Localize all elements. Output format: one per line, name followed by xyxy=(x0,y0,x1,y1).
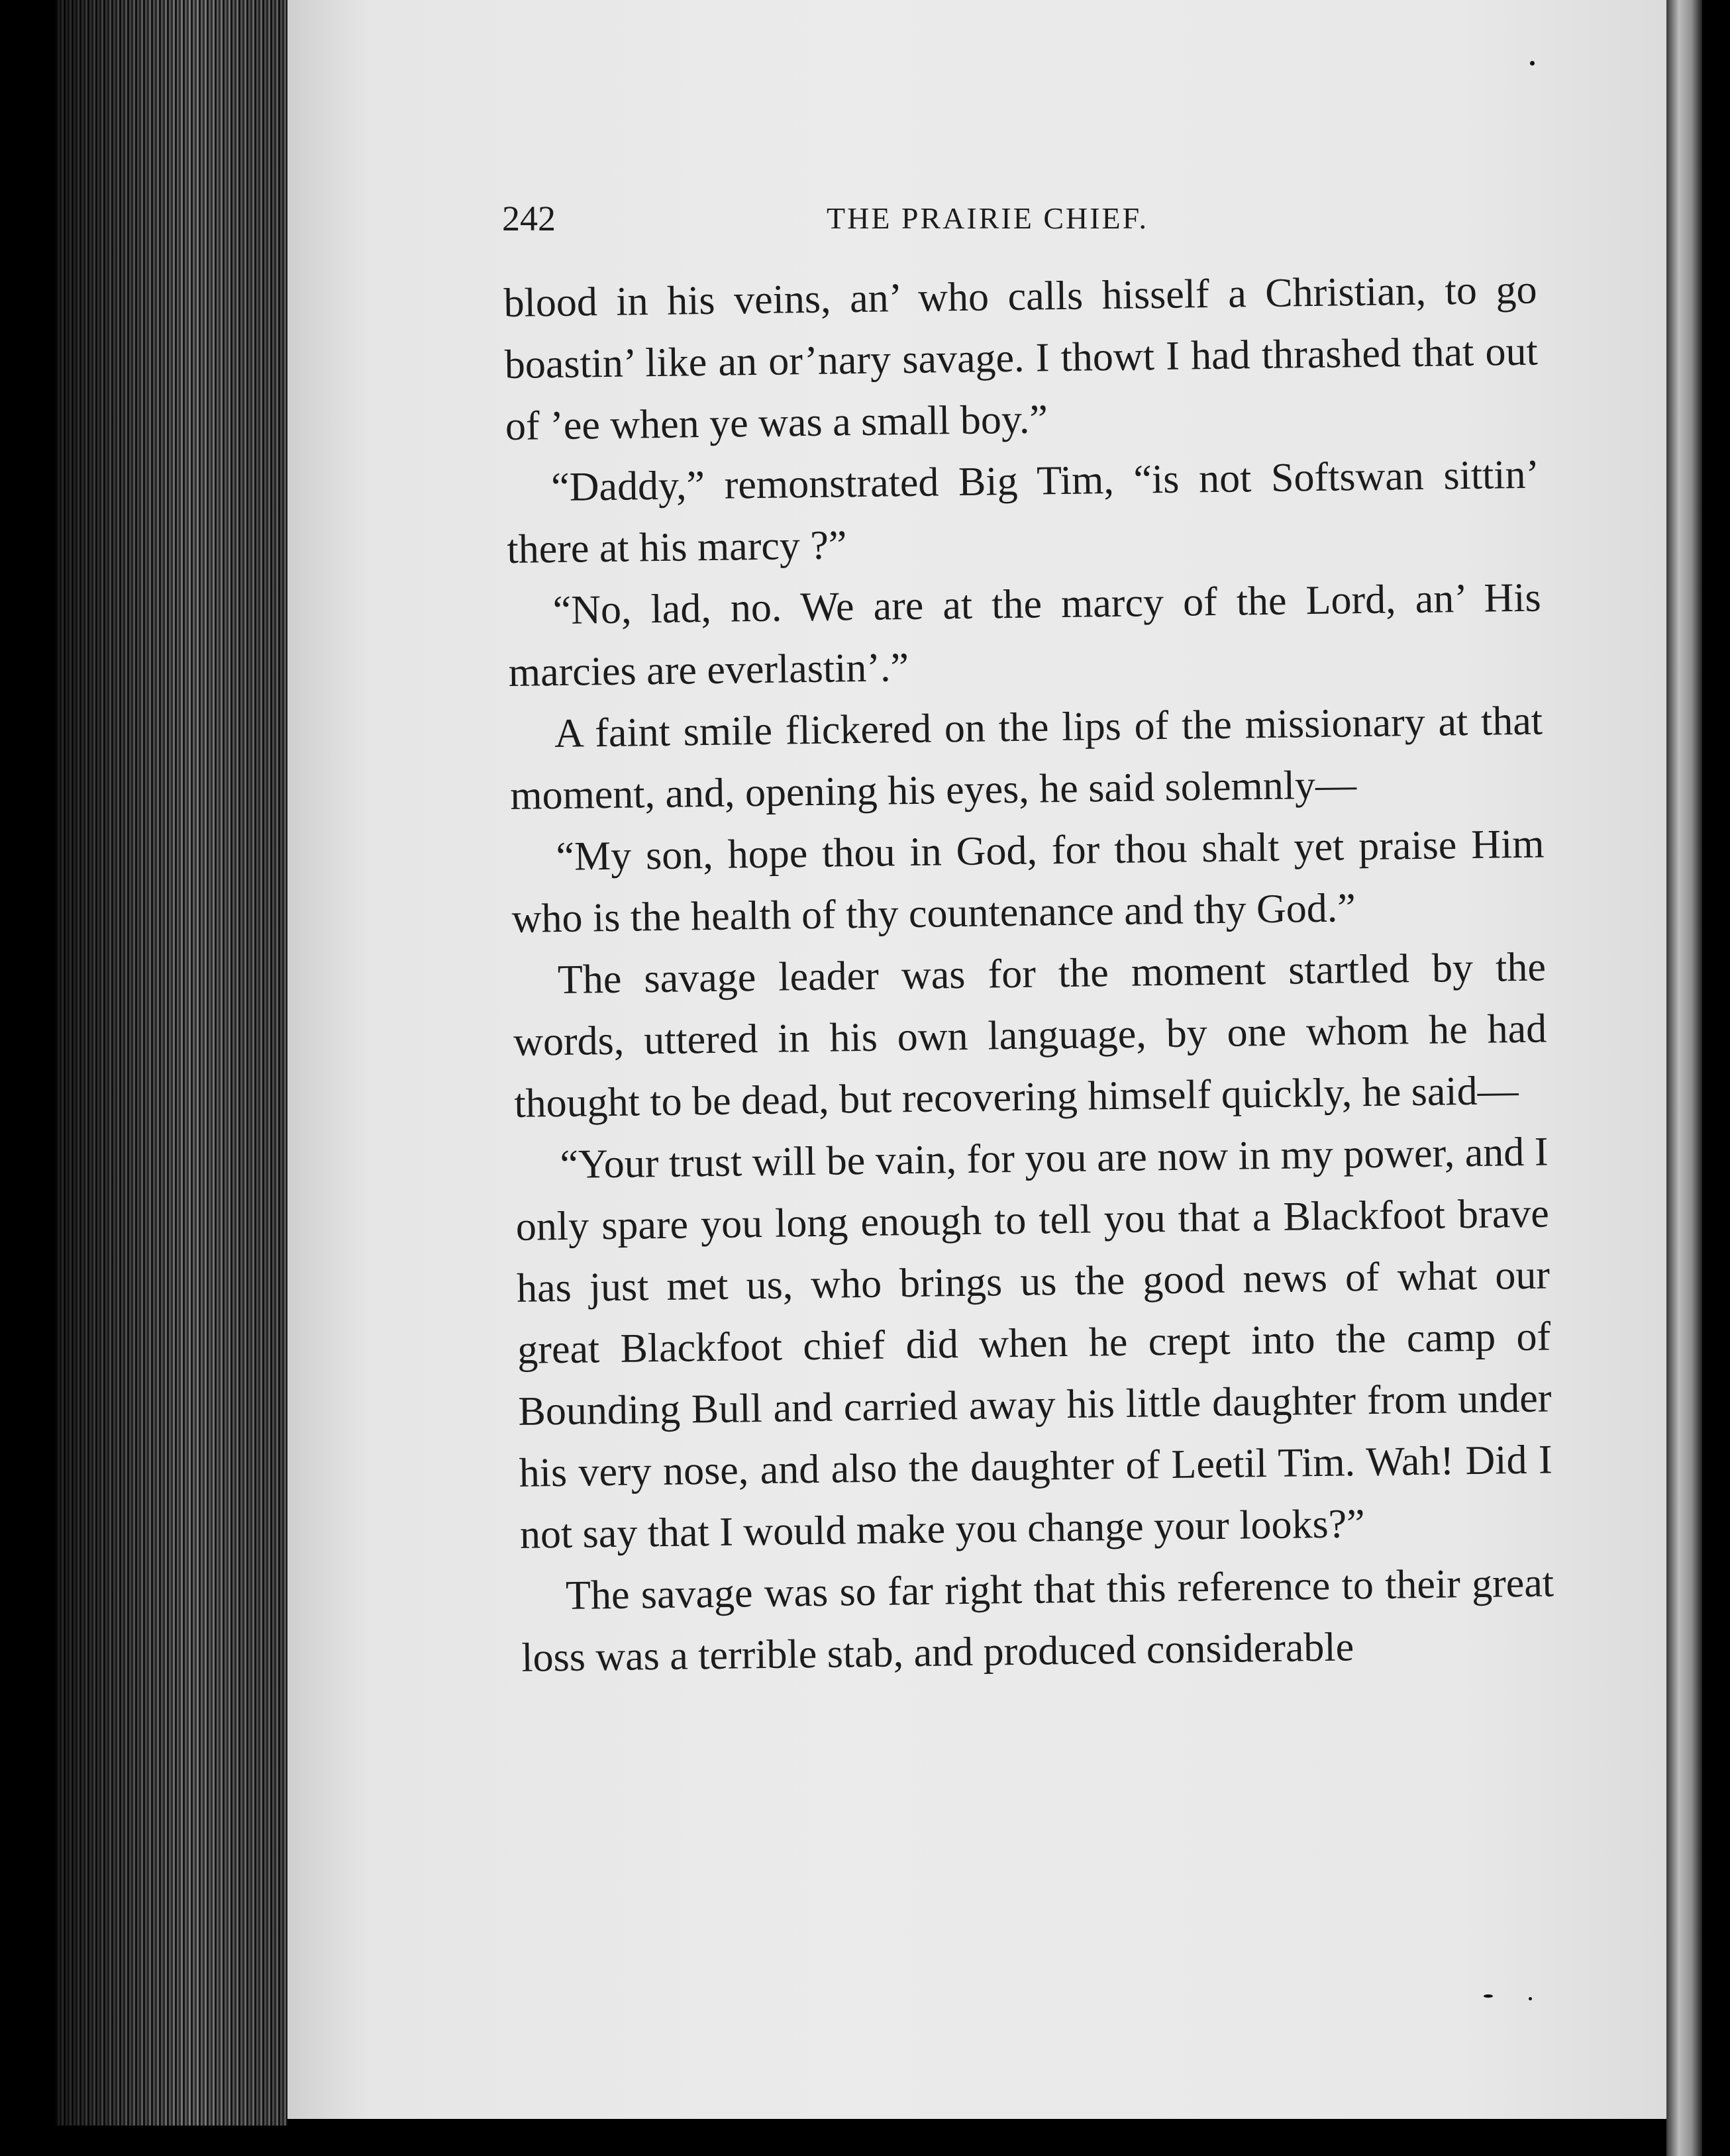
paragraph: “No, lad, no. We are at the marcy of the Lord, an’ His marcies are everlastin’.” xyxy=(508,575,1542,695)
paragraph: A faint smile flickered on the lips of the missionary at that moment, and, opening his eyes, he said solemnly— xyxy=(509,698,1543,818)
paragraph: The savage was so far right that this reference to their great loss was a terrible stab, and produced considerable xyxy=(521,1560,1554,1681)
scan-speck xyxy=(1484,1994,1493,1998)
scan-speck xyxy=(1530,61,1535,66)
paragraph: The savage leader was for the moment startled by the words, uttered in his own language, by one whom he had thought to be dead, but recovering himself quickly, he said— xyxy=(513,944,1547,1126)
page-header xyxy=(502,192,1191,245)
right-page-edge xyxy=(1666,0,1702,2156)
running-title: THE PRAIRIE CHIEF. xyxy=(827,201,1149,235)
paragraph: “Daddy,” remonstrated Big Tim, “is not Softswan sittin’ there at his marcy ?” xyxy=(507,452,1540,572)
scan-speck xyxy=(1529,1997,1532,2000)
paragraph: “Your trust will be vain, for you are now in my power, and I only spare you long enough to tell you that a Blackfoot brave has just met us, who brings us the good news of what our great Blackfoot chief did when he crept into the camp of Bounding Bull and carried away his little daughter from under his very nose, and also the daughter of Leetil Tim. Wah! Did I not say that I would make you change your looks?” xyxy=(515,1129,1553,1557)
paragraph-continued: blood in his veins, an’ who calls hisself a Christian, to go boastin’ like an or’nary savage. I thowt I had thrashed that out of ’ee when ye was a small boy.” xyxy=(503,267,1539,449)
paragraph: “My son, hope thou in God, for thou shalt yet praise Him who is the health of thy countenance and thy God.” xyxy=(511,821,1545,942)
page-edge-stack xyxy=(56,0,287,2126)
body-text xyxy=(503,260,1555,1689)
page-number: 242 xyxy=(502,199,556,238)
